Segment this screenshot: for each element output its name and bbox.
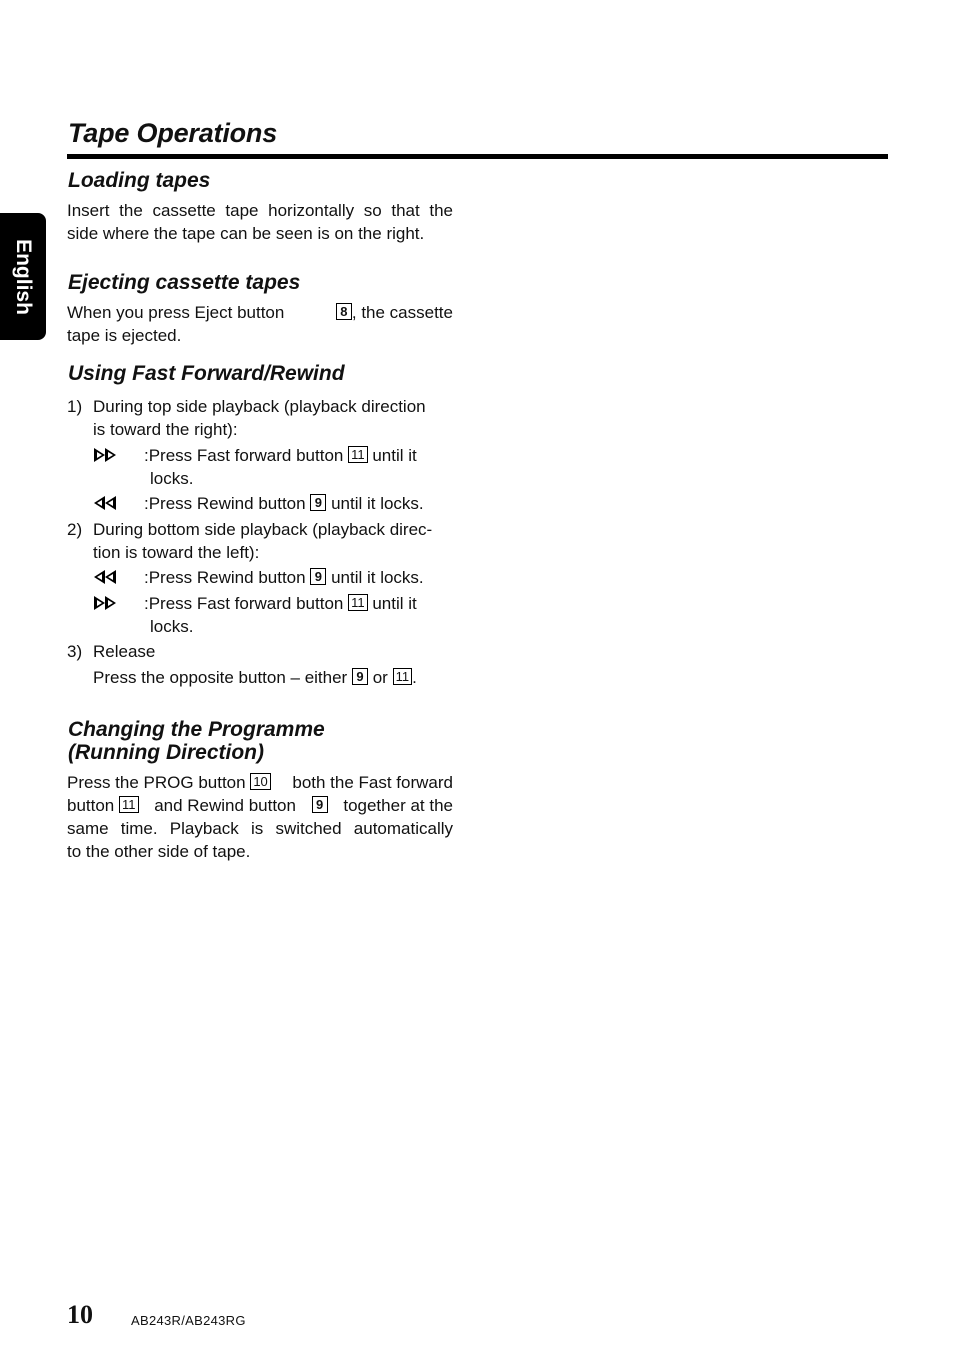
text-line: side where the tape can be seen is on the right.	[67, 224, 425, 243]
key-8: 8	[336, 303, 352, 320]
page-number: 10	[67, 1300, 93, 1329]
item1-line1: During top side playback (playback direction	[93, 397, 426, 416]
list-num-3: 3)	[67, 642, 83, 661]
key-9: 9	[312, 796, 328, 813]
prog-line-1	[67, 771, 453, 794]
heading-loading-tapes: Loading tapes	[68, 169, 211, 192]
key-10: 10	[250, 773, 270, 790]
item1-rew-line: :Press Rewind button 9 until it locks.	[144, 494, 424, 513]
item2-line1: During bottom side playback (playback direc-	[93, 520, 433, 539]
heading-prog-line1: Changing the Programme	[68, 718, 325, 741]
page-title: Tape Operations	[68, 118, 278, 148]
item3-line1: Release	[93, 642, 156, 661]
text-line: same time. Playback is switched automatically	[67, 819, 453, 838]
prog-text-end	[67, 817, 453, 863]
ejecting-line-2: tape is ejected.	[67, 326, 182, 345]
item3-line2: Press the opposite button – either 9 or 11 .	[93, 668, 417, 687]
text: Press the PROG button 10	[67, 771, 271, 794]
text: both the Fast forward	[292, 773, 453, 792]
prog-line-2	[67, 794, 453, 817]
item2-ff-line2: locks.	[150, 617, 194, 636]
key-ref-text: 8 , the cassette	[336, 301, 453, 324]
item1-ff-line: :Press Fast forward button 11 until it	[144, 446, 417, 465]
fast-forward-icon	[94, 596, 118, 610]
loading-tapes-text	[67, 199, 453, 245]
key-9-wrap	[312, 794, 328, 817]
text-line: Insert the cassette tape horizontally so that the	[67, 201, 453, 220]
item2-line2: tion is toward the left):	[93, 543, 260, 562]
list-num-1: 1)	[67, 397, 83, 416]
key-9: 9	[310, 494, 326, 511]
title-rule	[67, 154, 888, 159]
fast-forward-icon	[94, 448, 118, 462]
item1-ff-line2: locks.	[150, 469, 194, 488]
heading-ff-rew: Using Fast Forward/Rewind	[68, 362, 345, 385]
item1-line2: is toward the right):	[93, 420, 238, 439]
item2-ff-line: :Press Fast forward button 11 until it	[144, 594, 417, 613]
rewind-icon	[94, 570, 118, 584]
item2-rew-line: :Press Rewind button 9 until it locks.	[144, 568, 424, 587]
key-9: 9	[310, 568, 326, 585]
text: together at the	[343, 796, 453, 815]
key-11: 11	[348, 594, 368, 611]
key-11: 11	[119, 796, 139, 813]
key-9: 9	[352, 668, 368, 685]
text: When you press Eject button	[67, 303, 285, 322]
key-11: 11	[393, 668, 413, 685]
language-tab	[0, 213, 46, 340]
text: button 11	[67, 794, 139, 817]
list-num-2: 2)	[67, 520, 83, 539]
heading-ejecting: Ejecting cassette tapes	[68, 271, 301, 294]
heading-prog-line2: (Running Direction)	[68, 741, 264, 764]
language-tab-label: English	[12, 238, 35, 315]
text-line: to the other side of tape.	[67, 842, 251, 861]
model-number: AB243R/AB243RG	[131, 1313, 246, 1328]
ejecting-line-1	[67, 301, 453, 324]
rewind-icon	[94, 496, 118, 510]
text: and Rewind button	[154, 796, 296, 815]
key-11: 11	[348, 446, 368, 463]
